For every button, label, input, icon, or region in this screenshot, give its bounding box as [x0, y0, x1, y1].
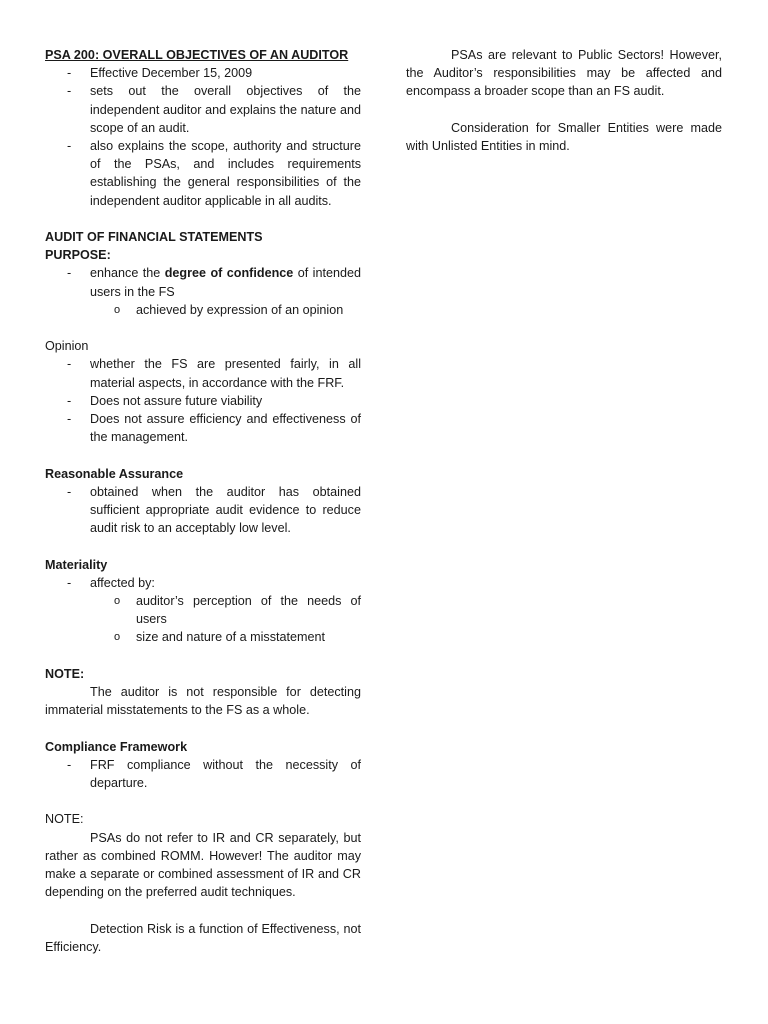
note-heading: NOTE:	[45, 812, 84, 827]
right-column	[406, 46, 722, 155]
note-paragraph: The auditor is not responsible for detecting immaterial misstatements to the FS as a whole.	[45, 685, 361, 718]
list-item: - FRF compliance without the necessity of departure.	[67, 757, 361, 791]
circle-bullet: o	[114, 631, 121, 644]
dash-bullet: -	[67, 575, 72, 590]
purpose-heading: PURPOSE:	[45, 248, 111, 263]
paragraph: Consideration for Smaller Entities were made with Unlisted Entities in mind.	[406, 120, 722, 153]
paragraph: PSAs are relevant to Public Sectors! However, the Auditor’s responsibilities may be affected and encompass a broader scope than an FS audit.	[406, 48, 722, 99]
audit-heading: AUDIT OF FINANCIAL STATEMENTS	[45, 230, 263, 245]
list-item: - whether the FS are presented fairly, in all material aspects, in accordance with the FRF.	[67, 357, 361, 390]
materiality-heading: Materiality	[45, 557, 108, 572]
compliance-heading: Compliance Framework	[45, 739, 188, 754]
sub-list-item: o auditor’s perception of the needs of users	[114, 594, 361, 627]
list-item: - affected by:	[45, 574, 361, 592]
dash-bullet: -	[67, 757, 72, 772]
circle-bullet: o	[114, 303, 121, 316]
dash-bullet: -	[67, 84, 72, 99]
sub-list-item: o size and nature of a misstatement	[45, 628, 361, 646]
sub-list-item: o achieved by expression of an opinion	[45, 301, 361, 319]
list-item: - obtained when the auditor has obtained sufficient appropriate audit evidence to reduce audit risk to an acceptably low level.	[67, 484, 361, 536]
emphasis-text: degree of confidence	[164, 266, 294, 281]
dash-bullet: -	[67, 266, 72, 281]
note-paragraph: Detection Risk is a function of Effectiveness, not Efficiency.	[45, 921, 361, 954]
assurance-heading: Reasonable Assurance	[45, 466, 184, 481]
section-title: PSA 200: OVERALL OBJECTIVES OF AN AUDITOR	[45, 48, 349, 62]
list-item: - Does not assure efficiency and effectiveness of the management.	[67, 412, 361, 445]
opinion-heading: Opinion	[45, 339, 89, 354]
note-paragraph: PSAs do not refer to IR and CR separately, but rather as combined ROMM. However! The auditor may make a separate or combined assessment of IR and CR depending on the preferred audit techniques.	[45, 830, 361, 900]
left-column	[45, 46, 361, 956]
circle-bullet: o	[114, 595, 121, 608]
list-item: - Effective December 15, 2009	[45, 64, 361, 82]
list-item: - also explains the scope, authority and structure of the PSAs, and includes requirements establishing the general responsibilities of the independent auditor applicable in all audits.	[67, 139, 361, 208]
note-heading: NOTE:	[45, 666, 85, 681]
list-item: - Does not assure future viability	[45, 392, 361, 410]
list-item: - sets out the overall objectives of the independent auditor and explains the nature and scope of an audit.	[67, 84, 361, 135]
dash-bullet: -	[67, 393, 72, 408]
list-item: - enhance the degree of confidence of intended users in the FS	[67, 266, 361, 299]
dash-bullet: -	[67, 357, 72, 372]
dash-bullet: -	[67, 412, 72, 427]
dash-bullet: -	[67, 484, 72, 499]
dash-bullet: -	[67, 139, 72, 154]
dash-bullet: -	[67, 66, 72, 81]
